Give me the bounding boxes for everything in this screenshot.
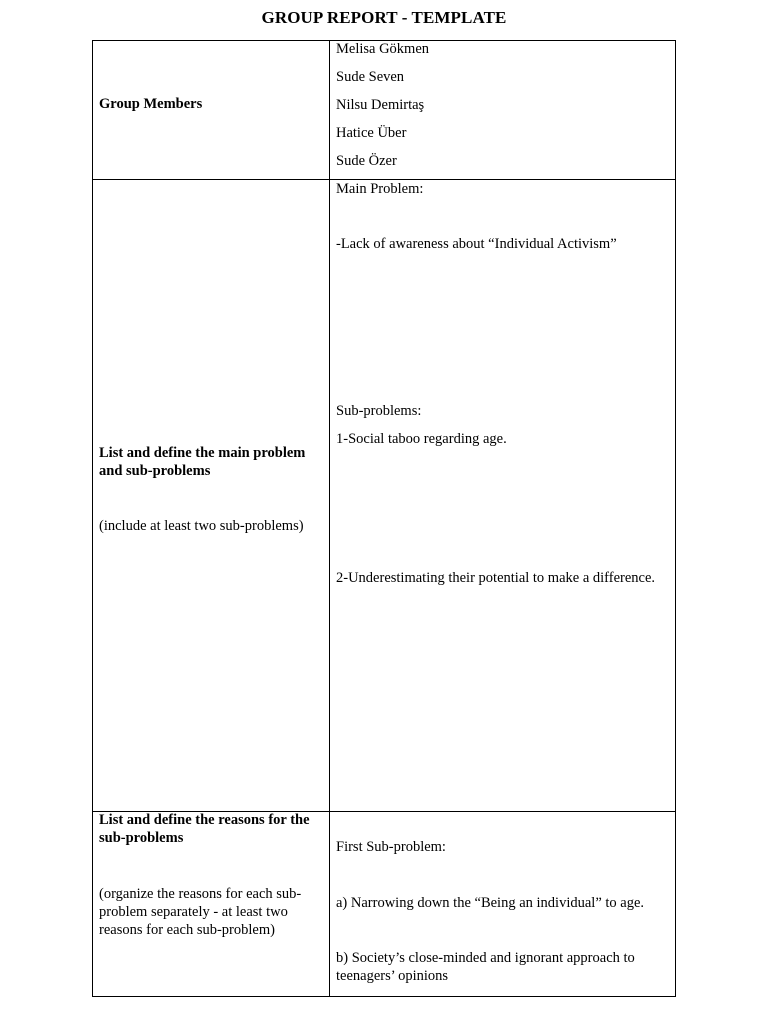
content-cell <box>330 812 676 997</box>
document-title: GROUP REPORT - TEMPLATE <box>261 8 507 27</box>
label-cell <box>93 41 330 180</box>
reason-b: b) Society’s close-minded and ignorant approach to teenagers’ opinions <box>336 950 635 984</box>
problems-note: (include at least two sub-problems) <box>99 518 304 534</box>
report-table <box>92 40 676 997</box>
reasons-label: List and define the reasons for the sub-problems <box>99 812 310 846</box>
member-name: Melisa Gökmen <box>336 41 430 57</box>
reason-a: a) Narrowing down the “Being an individual” to age. <box>336 895 645 911</box>
row-problems <box>93 180 676 812</box>
member-name: Hatice Über <box>336 125 407 141</box>
member-name: Sude Özer <box>336 153 397 169</box>
content-cell <box>330 180 676 812</box>
main-problem-heading: Main Problem: <box>336 181 424 197</box>
first-sub-problem-heading: First Sub-problem: <box>336 839 446 855</box>
problems-label: List and define the main problem and sub-problems <box>99 445 306 479</box>
sub-problem-1: 1-Social taboo regarding age. <box>336 431 507 447</box>
row-group-members <box>93 41 676 180</box>
reasons-note: (organize the reasons for each sub-problem separately - at least two reasons for each sub-problem) <box>99 886 302 938</box>
main-problem-text: -Lack of awareness about “Individual Activism” <box>336 236 617 252</box>
label-cell <box>93 180 330 812</box>
sub-problem-2: 2-Underestimating their potential to make a difference. <box>336 570 656 586</box>
member-name: Nilsu Demirtaş <box>336 97 425 113</box>
group-members-label: Group Members <box>99 96 203 112</box>
row-reasons <box>93 812 676 997</box>
sub-problems-heading: Sub-problems: <box>336 403 422 419</box>
content-cell <box>330 41 676 180</box>
label-cell <box>93 812 330 997</box>
member-name: Sude Seven <box>336 69 405 85</box>
